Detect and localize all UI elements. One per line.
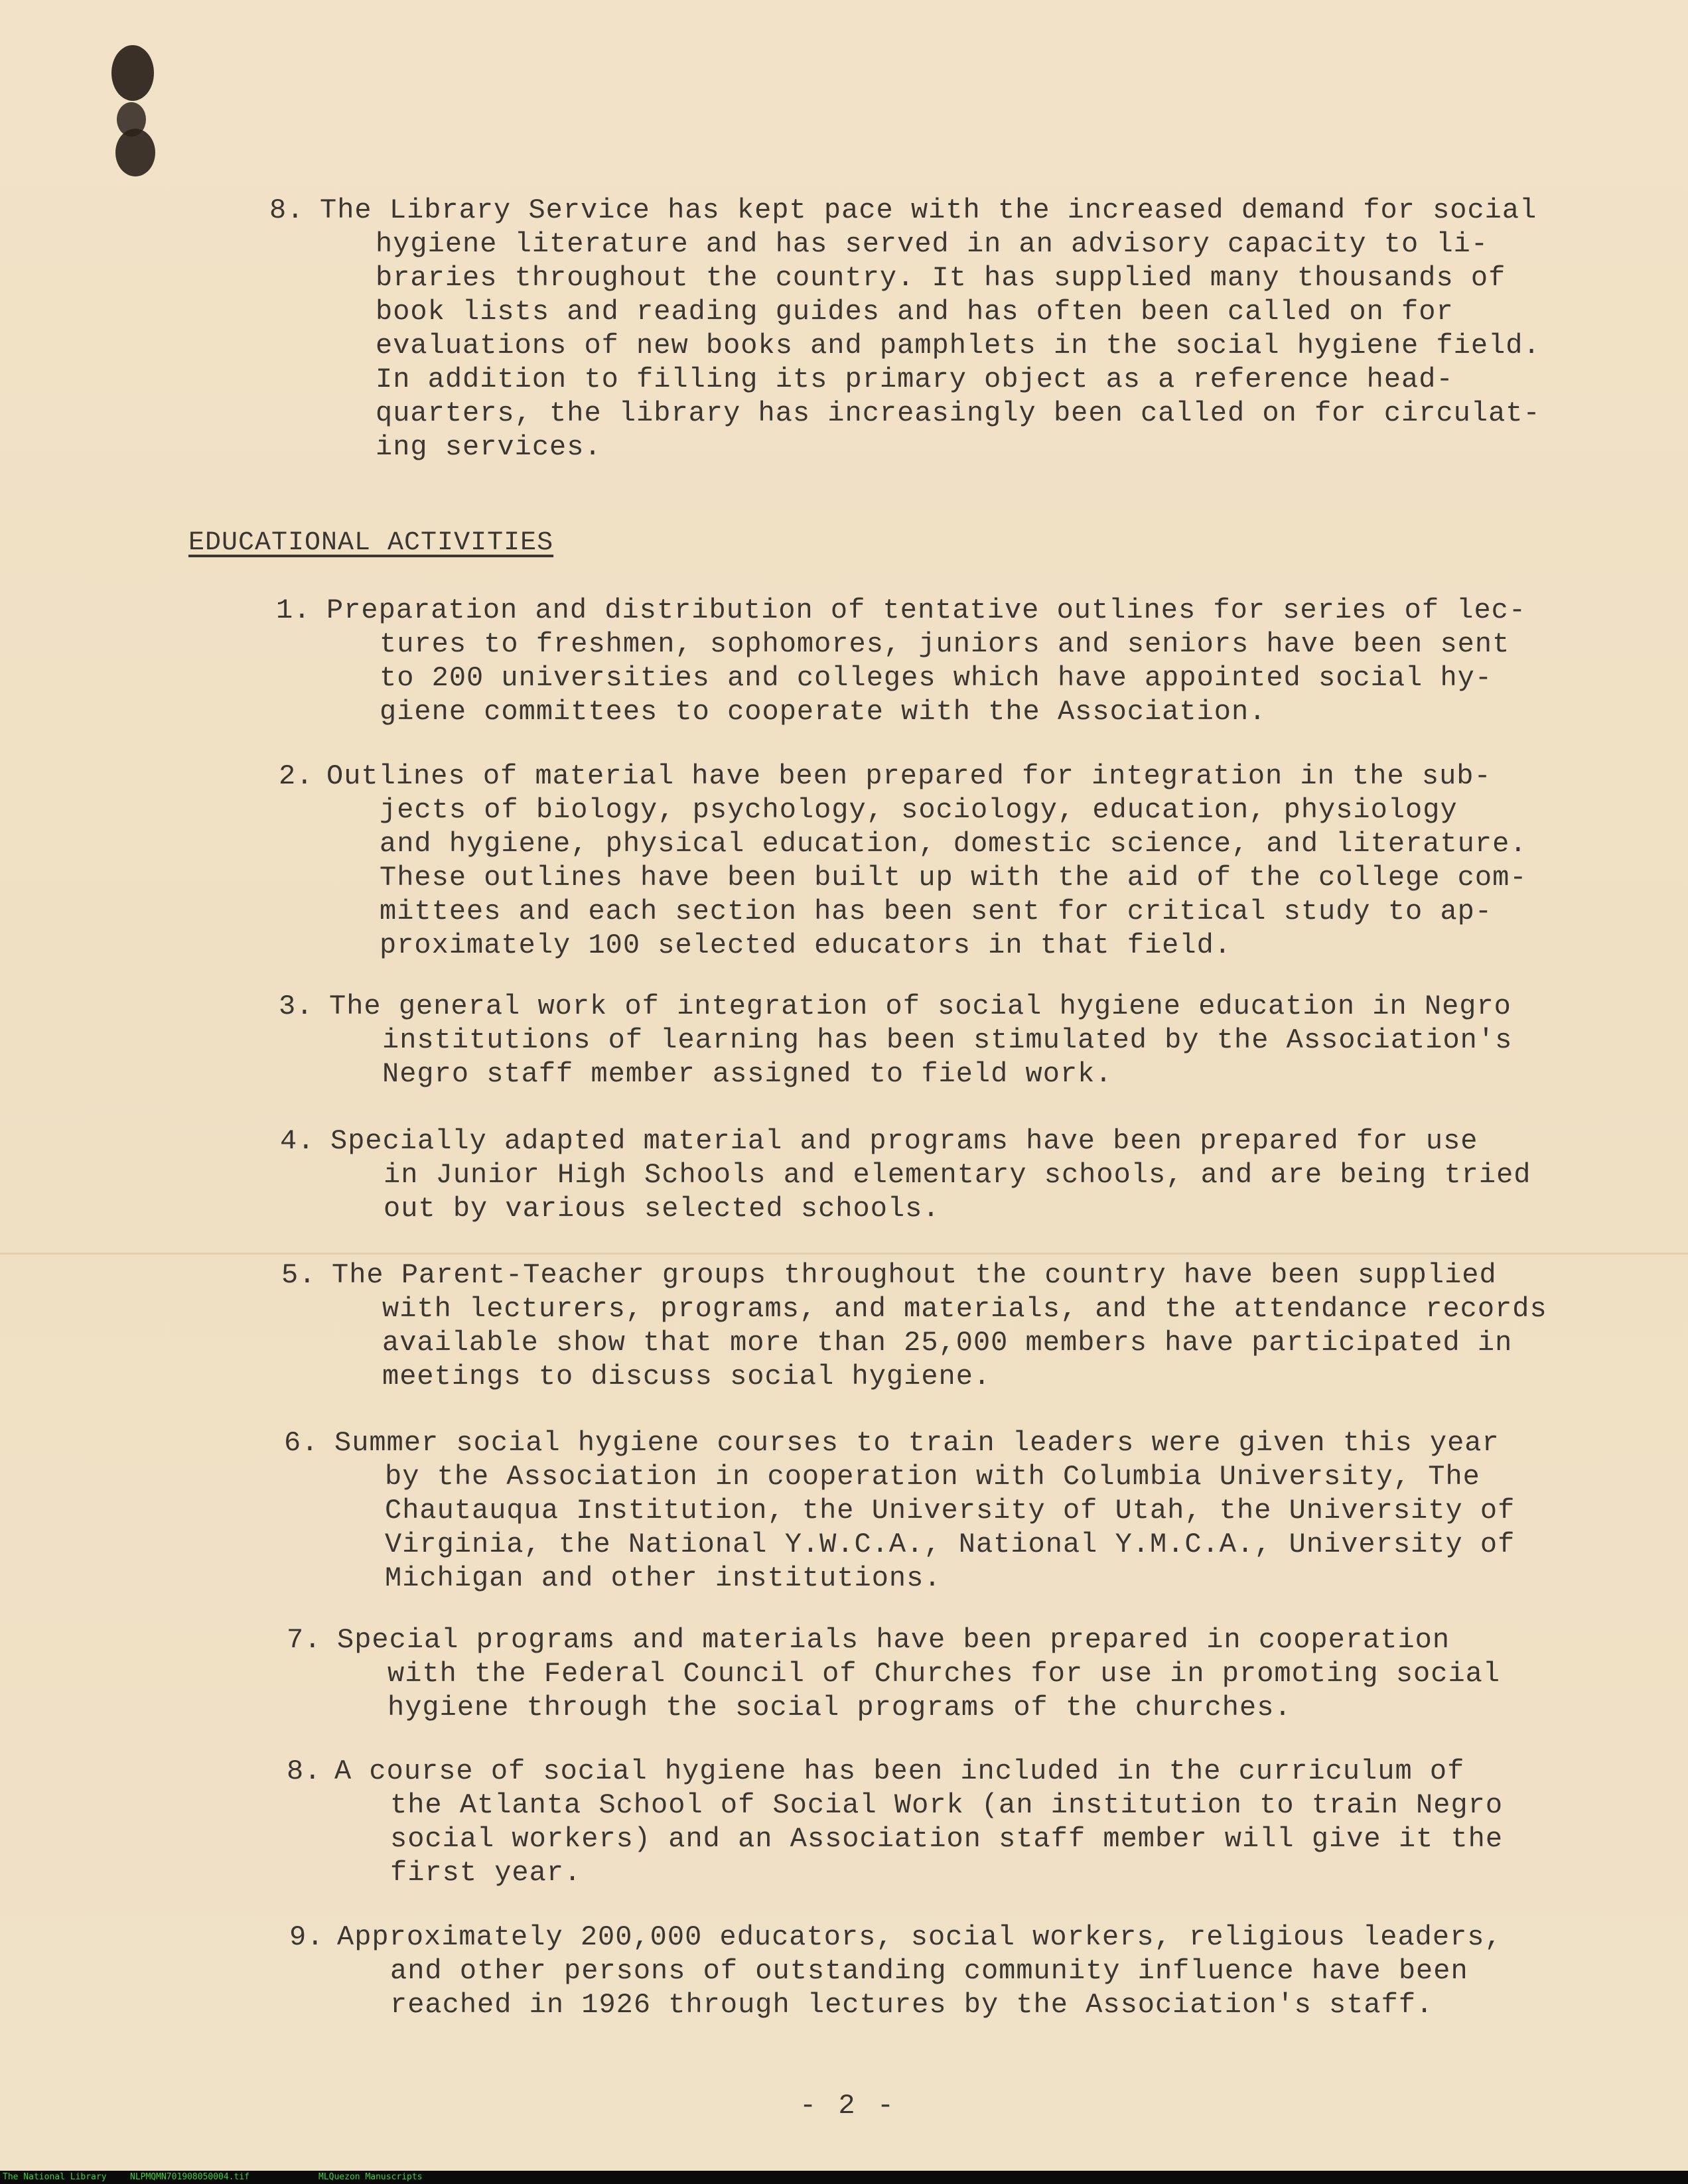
item-line: Preparation and distribution of tentative outlines for series of lec- [326,594,1527,626]
item-line: These outlines have been built up with the aid of the college com- [380,862,1527,894]
item-line: out by various selected schools. [384,1193,940,1225]
item-line: Negro staff member assigned to field work. [382,1058,1113,1090]
item-line: The Library Service has kept pace with the increased demand for social [320,194,1537,226]
item-line: The Parent-Teacher groups throughout the country have been supplied [332,1259,1497,1291]
item-line: with lecturers, programs, and materials, and the attendance records [382,1293,1547,1325]
item-line: reached in 1926 through lectures by the Association's staff. [390,1989,1434,2021]
item-line: jects of biology, psychology, sociology, education, physiology [380,794,1458,826]
item-number: 4. [280,1125,315,1157]
archive-footer-bar [0,2171,1688,2184]
item-number: 1. [276,594,311,626]
item-line: quarters, the library has increasingly been called on for circulat- [376,397,1541,429]
page-number: - 2 - [800,2090,897,2122]
item-line: book lists and reading guides and has often been called on for [376,296,1454,328]
item-line: and hygiene, physical education, domestic science, and literature. [380,828,1527,860]
item-line: hygiene literature and has served in an advisory capacity to li- [376,228,1489,260]
item-number: 2. [279,760,314,792]
punch-hole-stain [106,40,159,179]
paper-fold [0,1253,1688,1255]
item-line: to 200 universities and colleges which have appointed social hy- [380,662,1493,694]
item-line: Outlines of material have been prepared for integration in the sub- [326,760,1492,792]
footer-library: The National Library [3,2172,107,2182]
item-line: Specially adapted material and programs have been prepared for use [330,1125,1478,1157]
item-line: Virginia, the National Y.W.C.A., National Y.M.C.A., University of [385,1529,1515,1560]
item-line: Chautauqua Institution, the University of Utah, the University of [385,1495,1515,1527]
item-number: 9. [289,1921,324,1953]
item-number: 8. [287,1755,322,1787]
item-line: Special programs and materials have been prepared in cooperation [337,1624,1450,1656]
item-line: available show that more than 25,000 members have participated in [382,1327,1513,1359]
item-number: 7. [287,1624,322,1656]
section-heading: EDUCATIONAL ACTIVITIES [188,528,554,558]
item-line: The general work of integration of social hygiene education in Negro [329,990,1512,1022]
item-number: 5. [281,1259,316,1291]
item-line: Approximately 200,000 educators, social workers, religious leaders, [337,1921,1502,1953]
item-line: social workers) and an Association staff member will give it the [390,1823,1504,1855]
item-line: institutions of learning has been stimulated by the Association's [382,1024,1513,1056]
item-number: 3. [279,990,314,1022]
item-line: with the Federal Council of Churches for use in promoting social [387,1658,1501,1690]
item-line: proximately 100 selected educators in that field. [380,929,1232,961]
item-line: A course of social hygiene has been included in the curriculum of [334,1755,1465,1787]
item-line: in Junior High Schools and elementary schools, and are being tried [384,1159,1531,1191]
item-line: mittees and each section has been sent for critical study to ap- [380,896,1493,927]
footer-collection: MLQuezon Manuscripts [318,2172,423,2182]
item-number: 6. [284,1427,319,1459]
item-line: giene committees to cooperate with the Association. [380,696,1267,728]
item-number: 8. [269,194,305,226]
item-line: Michigan and other institutions. [385,1562,942,1594]
item-line: braries throughout the country. It has supplied many thousands of [376,262,1506,294]
item-line: Summer social hygiene courses to train leaders were given this year [334,1427,1500,1459]
item-line: and other persons of outstanding community influence have been [390,1955,1468,1987]
footer-file-id: NLPMQMN701908050004.tif [130,2172,250,2182]
item-line: evaluations of new books and pamphlets in the social hygiene field. [376,330,1541,362]
item-line: meetings to discuss social hygiene. [382,1361,991,1393]
item-line: In addition to filling its primary object as a reference head- [376,364,1454,395]
item-line: tures to freshmen, sophomores, juniors and seniors have been sent [380,628,1510,660]
item-line: ing services. [376,431,602,463]
item-line: first year. [390,1857,582,1889]
item-line: the Atlanta School of Social Work (an institution to train Negro [390,1789,1504,1821]
item-line: hygiene through the social programs of the churches. [387,1692,1292,1724]
item-line: by the Association in cooperation with Columbia University, The [385,1461,1480,1493]
